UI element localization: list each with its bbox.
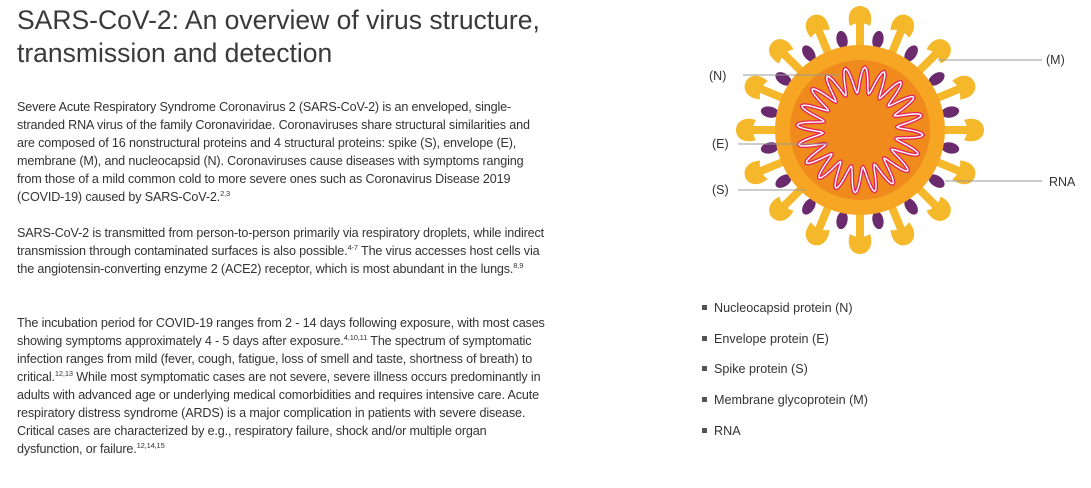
label-n: (N) xyxy=(709,69,727,83)
paragraph-text: While most symptomatic cases are not severe, severe illness occurs predominantly in adults with advanced age or underlying medical comorbidities and requires intensive care. Acute respiratory distress syndrome (ARDS) is a major complication in patients with severe disease. Critical cases are characterized by e.g., respiratory failure, shock and/or multiple organ dysfunction, or failure. xyxy=(17,370,541,456)
citation: 12,14,15 xyxy=(136,441,165,450)
legend-label: RNA xyxy=(714,423,741,438)
citation: 4-7 xyxy=(347,243,358,252)
paragraph-text: The spectrum of symptomatic infection ranges from mild (fever, cough, fatigue, loss of smell and taste, shortness of breath) to critical. xyxy=(17,334,533,384)
legend-list xyxy=(702,298,868,451)
legend-label: Spike protein (S) xyxy=(714,362,808,377)
citation: 2,3 xyxy=(220,189,231,198)
legend-item xyxy=(702,359,868,390)
page-title: SARS-CoV-2: An overview of virus structure, transmission and detection xyxy=(17,5,540,68)
virus-diagram xyxy=(680,0,1091,270)
paragraph-text: The virus accesses host cells via the angiotensin-converting enzyme 2 (ACE2) receptor, which is most abundant in the lungs. xyxy=(17,244,540,276)
legend-item xyxy=(702,421,868,452)
citation: 12,13 xyxy=(54,369,73,378)
citation: 4,10,11 xyxy=(343,333,368,342)
paragraph-incubation xyxy=(17,314,547,458)
citation: 8,9 xyxy=(513,261,524,270)
legend-item xyxy=(702,390,868,421)
bullet-icon xyxy=(702,336,707,341)
bullet-icon xyxy=(702,397,707,402)
legend-item xyxy=(702,298,868,329)
paragraph-overview xyxy=(17,98,547,206)
bullet-icon xyxy=(702,428,707,433)
legend-item xyxy=(702,329,868,360)
paragraph-text: SARS-CoV-2 is transmitted from person-to-person primarily via respiratory droplets, while indirect transmission through contaminated surfaces is also possible. xyxy=(17,226,545,258)
bullet-icon xyxy=(702,305,707,310)
legend-label: Nucleocapsid protein (N) xyxy=(714,301,853,315)
legend-label: Envelope protein (E) xyxy=(714,331,829,346)
legend-label: Membrane glycoprotein (M) xyxy=(714,393,868,408)
bullet-icon xyxy=(702,366,707,371)
paragraph-transmission xyxy=(17,224,547,278)
label-m: (M) xyxy=(1046,53,1065,67)
label-rna: RNA xyxy=(1049,175,1076,189)
paragraph-text: The incubation period for COVID-19 ranges from 2 - 14 days following exposure, with most cases showing symptoms approximately 4 - 5 days after exposure. xyxy=(17,316,545,348)
label-s: (S) xyxy=(712,183,729,197)
label-e: (E) xyxy=(712,137,729,151)
paragraph-text: Severe Acute Respiratory Syndrome Coronavirus 2 (SARS-CoV-2) is an enveloped, single-stranded RNA virus of the family Coronaviridae. Coronaviruses share structural similarities and are composed of 16 nonstructural proteins and 4 structural proteins: spike (S), envelope (E), membrane (M), and nucleocapsid (N). Coronaviruses cause diseases with symptoms ranging from those of a mild common cold to more severe ones such as Coronavirus Disease 2019 (COVID-19) caused by SARS-CoV-2. xyxy=(17,100,530,204)
